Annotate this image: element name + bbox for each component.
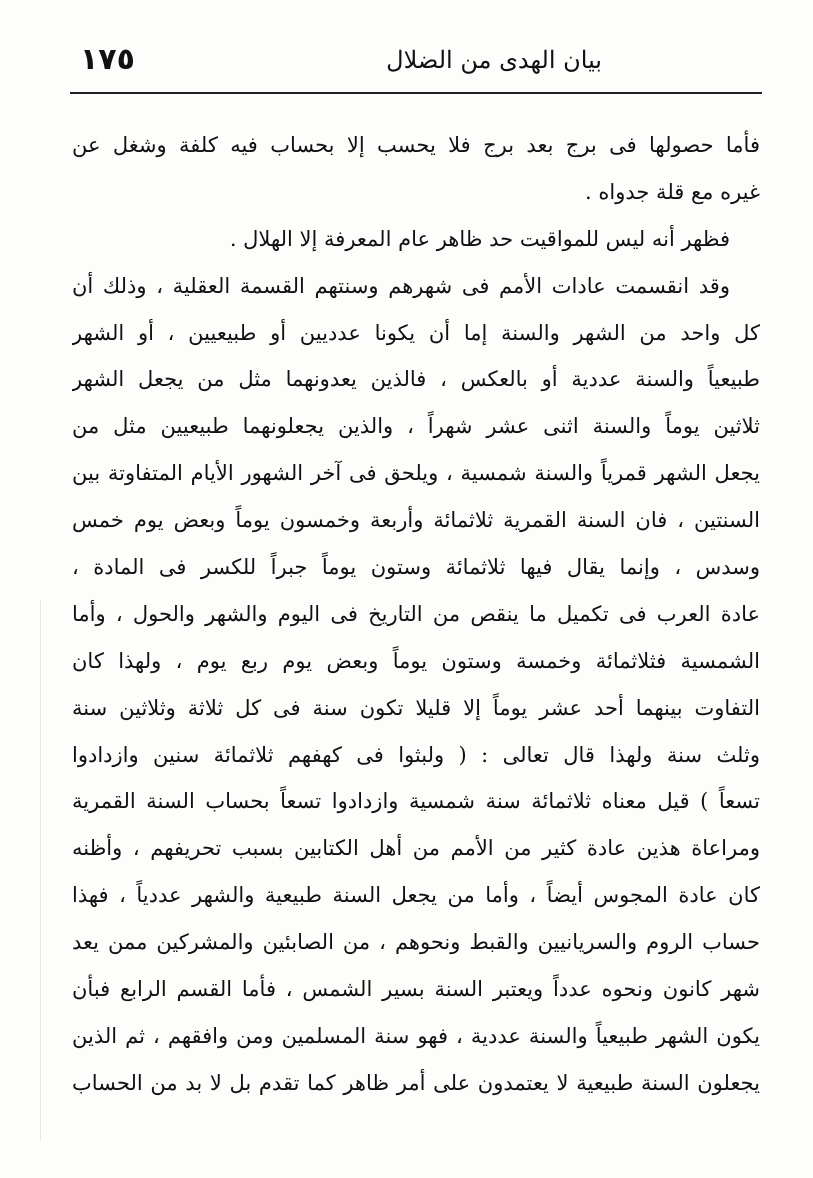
text-line: فظهر أنه ليس للمواقيت حد ظاهر عام المعرفة إلا الهلال . (229, 226, 730, 251)
text-line: شهر كانون ونحوه عدداً ويعتبر السنة بسير الشمس ، فأما القسم الرابع فبأن (72, 977, 760, 1002)
text-line: وسدس ، وإنما يقال فيها ثلاثمائة وستون يوماً جبراً للكسر فى المادة ، (72, 555, 760, 580)
text-line: عادة العرب فى تكميل ما ينقص من التاريخ فى اليوم والشهر والحول ، وأما (72, 601, 760, 626)
text-line: وقد انقسمت عادات الأمم فى شهرهم وسنتهم القسمة العقلية ، وذلك أن (72, 273, 730, 298)
text-line: غيره مع قلة جدواه . (585, 179, 760, 204)
text-line: وثلث سنة ولهذا قال تعالى : ( ولبثوا فى كهفهم ثلاثمائة سنين وازدادوا (72, 742, 760, 767)
text-line: السنتين ، فان السنة القمرية ثلاثمائة وأربعة وخمسون يوماً وبعض يوم خمس (72, 508, 760, 533)
text-line: فأما حصولها فى برج بعد برج فلا يحسب إلا بحساب فيه كلفة وشغل عن (72, 133, 760, 157)
text-line: التفاوت بينهما أحد عشر يوماً إلا قليلا تكون سنة فى كل ثلاثة وثلاثين سنة (72, 695, 760, 720)
text-line: الشمسية فثلاثمائة وخمسة وستون يوماً وبعض يوم ربع يوم ، ولهذا كان (72, 648, 760, 673)
body-text (72, 122, 760, 1107)
header-rule (70, 92, 762, 94)
text-line: ثلاثين يوماً والسنة اثنى عشر شهراً ، والذين يجعلونهما طبيعيين مثل من (72, 414, 760, 439)
text-line: يجعلون السنة طبيعية لا يعتمدون على أمر ظاهر كما تقدم بل لا بد من الحساب (72, 1070, 760, 1095)
text-line: كل واحد من الشهر والسنة إما أن يكونا عدديين أو طبيعيين ، أو الشهر (72, 320, 760, 345)
margin-line (40, 600, 41, 1140)
running-title: بيان الهدى من الضلال (386, 46, 602, 74)
text-line: يجعل الشهر قمرياً والسنة شمسية ، ويلحق فى آخر الشهور الأيام المتفاوتة بين (72, 461, 760, 486)
page-number: ١٧٥ (80, 42, 135, 77)
text-line: ومراعاة هذين عادة كثير من الأمم من أهل الكتابين بسبب تحريفهم ، وأظنه (72, 836, 760, 861)
text-line: تسعاً ) قيل معناه ثلاثمائة سنة شمسية وازدادوا تسعاً بحساب السنة القمرية (72, 789, 760, 814)
text-line: يكون الشهر طبيعياً والسنة عددية ، فهو سنة المسلمين ومن وافقهم ، ثم الذين (72, 1023, 760, 1048)
text-line: طبيعياً والسنة عددية أو بالعكس ، فالذين يعدونهما مثل من يجعل الشهر (72, 367, 760, 392)
text-line: كان عادة المجوس أيضاً ، وأما من يجعل السنة طبيعية والشهر عددياً ، فهذا (72, 883, 760, 908)
page-header (70, 40, 762, 90)
text-line: حساب الروم والسريانيين والقبط ونحوهم ، من الصابئين والمشركين ممن يعد (72, 930, 760, 955)
